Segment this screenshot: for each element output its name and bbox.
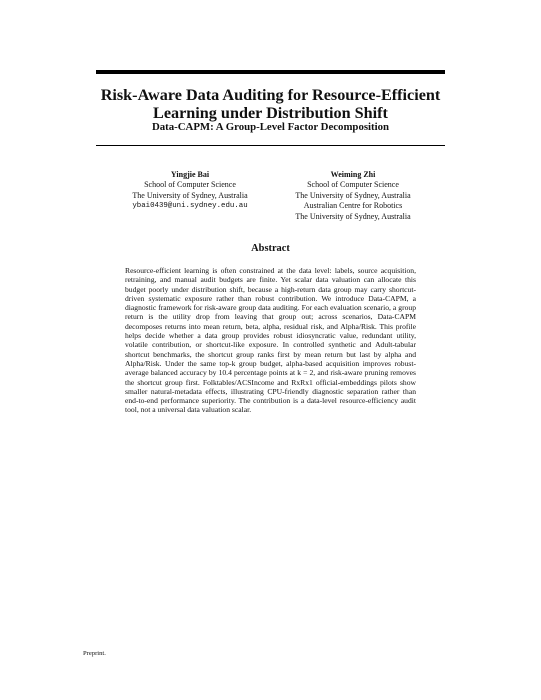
author-affiliation: School of Computer Science	[307, 180, 399, 190]
abstract-heading: Abstract	[251, 243, 290, 254]
paper-title	[96, 86, 445, 122]
author-name: Yingjie Bai	[170, 170, 210, 179]
author-affiliation: Australian Centre for Robotics	[303, 201, 403, 211]
footer-note: Preprint.	[83, 650, 106, 657]
title-top-rule	[96, 70, 445, 74]
author-affiliation: The University of Sydney, Australia	[132, 190, 248, 200]
author-affiliation: School of Computer Science	[144, 180, 236, 190]
author-affiliation: The University of Sydney, Australia	[295, 211, 411, 221]
author-email[interactable]: ybai0439@uni.sydney.edu.au	[132, 202, 248, 211]
paper-subtitle: Data-CAPM: A Group-Level Factor Decomposition	[151, 121, 390, 133]
author-name: Weiming Zhi	[330, 170, 376, 179]
paper-title-line-1: Risk-Aware Data Auditing for Resource-Efficient	[100, 86, 441, 104]
author-block-2	[268, 170, 438, 222]
title-bottom-rule	[96, 145, 445, 146]
author-affiliation: The University of Sydney, Australia	[295, 190, 411, 200]
paper-title-line-2: Learning under Distribution Shift	[153, 104, 388, 122]
abstract-body: Resource-efficient learning is often constrained at the data level: labels, source acquisition, retraining, and manual audit budgets are finite. Yet scalar data valuation can allocate this budget poorly under distribution shift, because a high-return data group may carry shortcut-driven systematic exposure rather than robust contribution. We introduce Data-CAPM, a diagnostic framework for risk-aware group data auditing. For each evaluation scenario, a group return is the utility drop from leaving that group out; across scenarios, Data-CAPM decomposes returns into mean return, beta, alpha, residual risk, and Alpha/Risk. This profile helps decide whether a data group provides robust idiosyncratic value, redundant utility, volatile contribution, or shortcut-like exposure. In controlled synthetic and Adult-tabular shortcut benchmarks, the shortcut group ranks first by mean return but last by alpha and Alpha/Risk. Under the same top-k group budget, alpha-based acquisition improves robust-average balanced accuracy by 10.4 percentage points at k = 2, and risk-aware pruning removes the shortcut group first. Folktables/ACSIncome and RxRx1 official-embeddings pilots show smaller natural-metadata effects, illustrating CPU-friendly diagnostic separation rather than end-to-end performance superiority. The contribution is a data-level resource-efficiency audit tool, not a universal data valuation scalar.	[125, 266, 416, 415]
author-block-1	[105, 170, 275, 212]
